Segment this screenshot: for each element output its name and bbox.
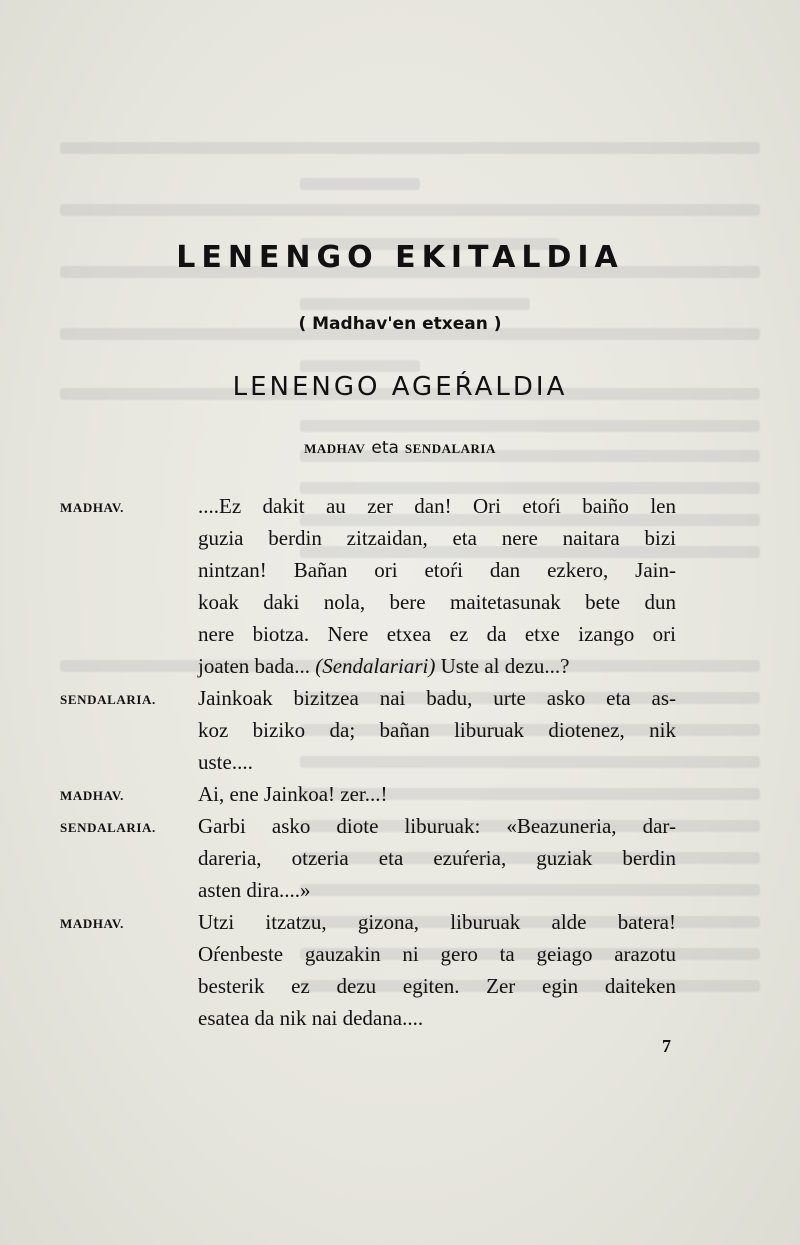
dialogue-line: nere biotza. Nere etxea ez da etxe izango ori: [198, 622, 676, 646]
dialogue-entry: [0, 490, 800, 682]
dialogue-line: ....Ez dakit au zer dan! Ori etoŕi baiño len: [198, 494, 676, 518]
scene-title: LENENGO AGEŔALDIA: [232, 372, 568, 402]
speaker-label: SENDALARIA.: [60, 692, 156, 707]
character-name: MADHAV: [304, 441, 366, 456]
act-title: LENENGO EKITALDIA: [176, 240, 624, 275]
line-text: joaten bada...: [198, 654, 316, 678]
character-conjunction: eta: [371, 438, 399, 458]
dialogue-line: koz biziko da; bañan liburuak diotenez, nik: [198, 718, 676, 742]
dialogue: [0, 490, 800, 1034]
setting-note: ( Madhav'en etxean ): [298, 314, 502, 334]
dialogue-entry: [0, 778, 800, 810]
dialogue-line: asten dira....»: [198, 878, 311, 902]
dialogue-line: [198, 650, 676, 682]
dialogue-line: uste....: [198, 750, 253, 774]
dialogue-entry: [0, 906, 800, 1034]
dialogue-line: besterik ez dezu egiten. Zer egin daiteken: [198, 974, 676, 998]
dialogue-line: guzia berdin zitzaidan, eta nere naitara bizi: [198, 526, 676, 550]
speaker-label: MADHAV.: [60, 500, 125, 515]
speaker-label: MADHAV.: [60, 788, 125, 803]
dialogue-line: koak daki nola, bere maitetasunak bete dun: [198, 590, 676, 614]
stage-direction: (Sendalariari): [315, 654, 436, 678]
dialogue-line: esatea da nik nai dedana....: [198, 1006, 424, 1030]
dialogue-line: nintzan! Bañan ori etoŕi dan ezkero, Jain-: [198, 558, 676, 582]
character-name: SENDALARIA: [404, 441, 496, 456]
speaker-label: SENDALARIA.: [60, 820, 156, 835]
page-number: 7: [662, 1036, 671, 1056]
line-text: Uste al dezu...?: [435, 654, 570, 678]
dialogue-line: dareria, otzeria eta ezuŕeria, guziak berdin: [198, 846, 676, 870]
character-list: [0, 438, 800, 458]
dialogue-line: Utzi itzatzu, gizona, liburuak alde batera!: [198, 910, 676, 934]
dialogue-entry: [0, 810, 800, 906]
dialogue-entry: [0, 682, 800, 778]
dialogue-line: Garbi asko diote liburuak: «Beazuneria, dar-: [198, 814, 676, 838]
dialogue-line: Oŕenbeste gauzakin ni gero ta geiago arazotu: [198, 942, 676, 966]
speaker-label: MADHAV.: [60, 916, 125, 931]
dialogue-line: Ai, ene Jainkoa! zer...!: [198, 782, 388, 806]
dialogue-line: Jainkoak bizitzea nai badu, urte asko eta as-: [198, 686, 676, 710]
